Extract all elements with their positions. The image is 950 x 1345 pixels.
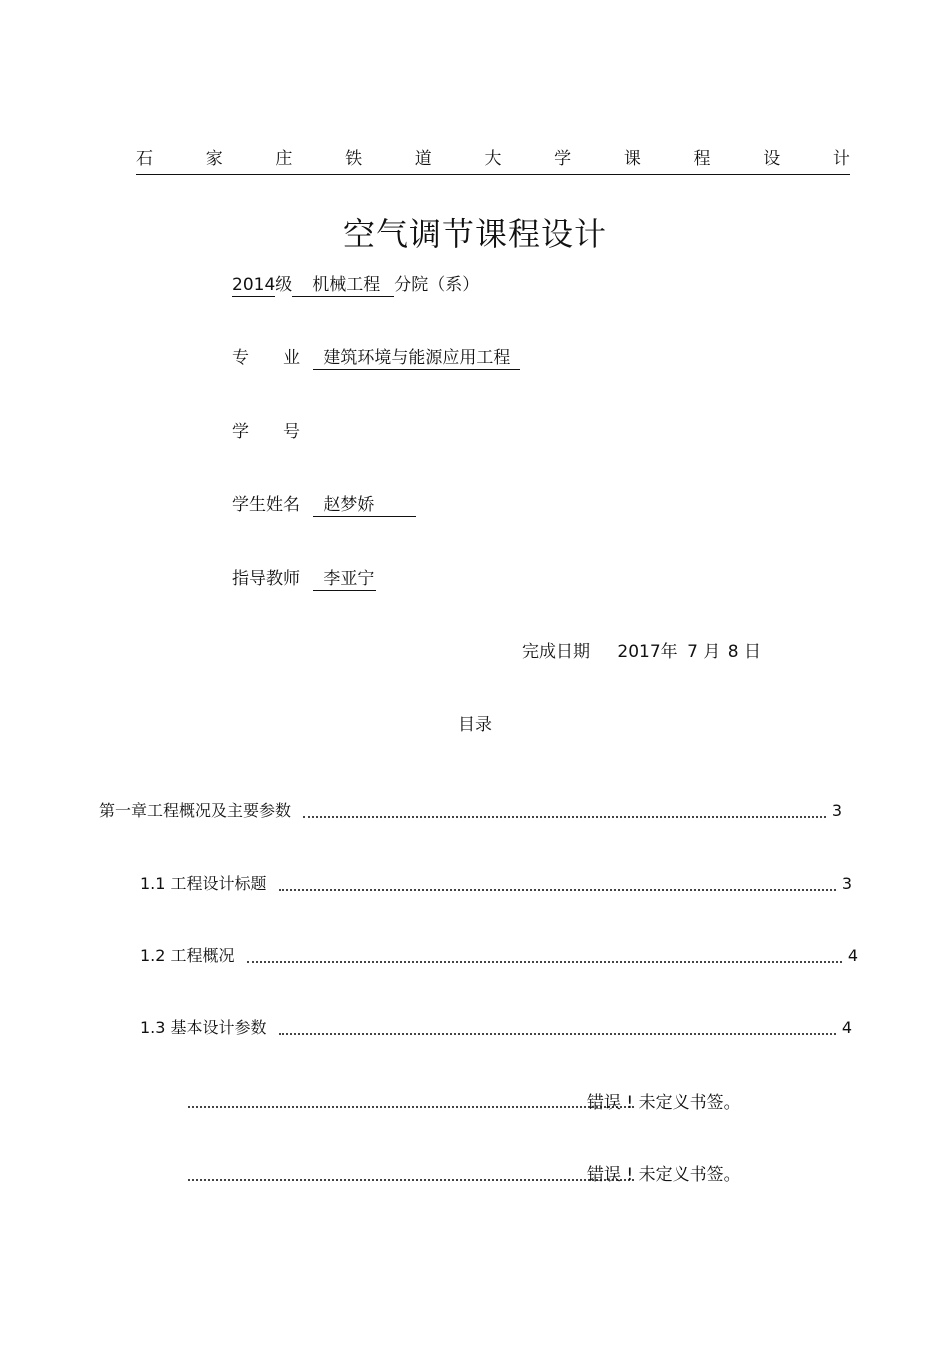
toc-leader-dots [279,1033,836,1035]
toc-entry-label: 1.3 基本设计参数 [140,1018,267,1037]
completion-date-row [522,641,761,663]
student-name-label: 学生姓名 [232,495,300,515]
document-title: 空气调节课程设计 [342,215,607,253]
advisor-row [232,568,376,591]
student-id-row [232,421,300,443]
toc-entry-page: 4 [847,946,858,965]
toc-entry[interactable] [140,945,858,967]
header-char: 道 [414,149,432,169]
grade-year: 2014 [232,275,276,295]
completion-year: 2017 [617,642,661,662]
toc-entry-label: 1.2 工程概况 [140,946,235,965]
student-id-label: 学 号 [232,422,300,442]
major-label: 专 业 [232,348,300,368]
advisor-label: 指导教师 [232,569,300,589]
completion-label: 完成日期 [522,642,590,662]
toc-title: 目录 [458,715,492,735]
header-char: 大 [484,149,502,169]
completion-day: 8 [727,642,739,662]
student-name-value: 赵梦娇 [313,495,416,517]
completion-year-suffix: 年 [660,642,678,662]
grade-suffix: 级 [275,275,293,295]
toc-error-entry[interactable]: 错误 ! 未定义书签。 [587,1093,741,1113]
toc-entry[interactable] [140,873,852,895]
toc-leader-dots [188,1106,634,1108]
header-char: 庄 [275,149,293,169]
header-char: 程 [693,149,711,169]
university-header [136,148,850,175]
toc-leader-dots [279,889,836,891]
toc-entry-label: 第一章工程概况及主要参数 [99,801,292,820]
completion-month-suffix: 月 [703,642,721,662]
toc-entry-page: 3 [841,874,852,893]
major-value: 建筑环境与能源应用工程 [313,348,520,370]
header-char: 课 [623,149,641,169]
toc-entry-page: 4 [841,1018,852,1037]
toc-entry-label: 1.1 工程设计标题 [140,874,267,893]
completion-day-suffix: 日 [743,642,761,662]
completion-month: 7 [687,642,698,662]
college-value: 机械工程 [292,275,394,297]
header-char: 计 [832,149,850,169]
header-char: 学 [554,149,572,169]
toc-leader-dots [247,961,842,963]
college-suffix: 分院（系） [394,275,480,295]
toc-entry-page: 3 [831,801,842,820]
header-char: 设 [763,149,781,169]
advisor-value: 李亚宁 [313,569,376,591]
toc-entry[interactable] [99,800,842,822]
grade-college-line [232,274,479,297]
toc-leader-dots [303,816,826,818]
toc-entry[interactable] [140,1017,852,1039]
major-row [232,347,520,370]
toc-leader-dots [188,1179,634,1181]
header-char: 家 [205,149,223,169]
toc-error-entry[interactable]: 错误 ! 未定义书签。 [587,1165,741,1185]
header-char: 石 [136,149,153,169]
header-char: 铁 [345,149,363,169]
student-name-row [232,494,416,517]
